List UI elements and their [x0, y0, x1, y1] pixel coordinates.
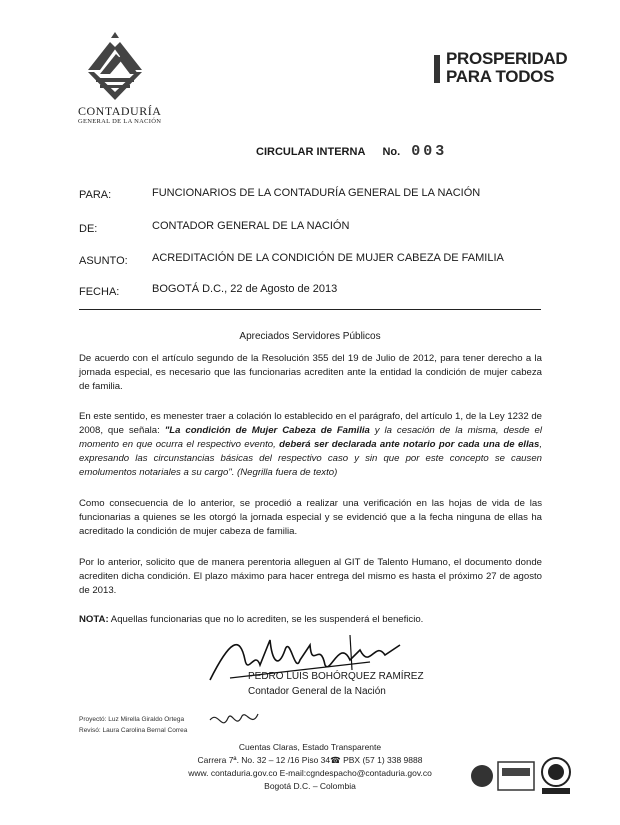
prepared-by: Proyectó: Luz Mirella Giraldo Ortega [79, 716, 185, 723]
initials-scribble-icon [208, 708, 268, 736]
slogan-line-2: PARA TODOS [446, 67, 555, 86]
field-value-para: FUNCIONARIOS DE LA CONTADURÍA GENERAL DE LA NACIÓN [152, 187, 481, 199]
slogan-logo [446, 50, 567, 86]
contaduria-emblem-icon [70, 28, 160, 104]
field-value-asunto: ACREDITACIÓN DE LA CONDICIÓN DE MUJER CABEZA DE FAMILIA [152, 252, 504, 264]
paragraph-2-quote-emphasis: deberá ser declarada ante notario por cada una de ellas [279, 439, 540, 450]
contaduria-logo [70, 28, 170, 109]
field-value-de: CONTADOR GENERAL DE LA NACIÓN [152, 220, 350, 232]
footer-address: Carrera 7ª. No. 32 – 12 /16 Piso 34☎ PBX (57 1) 338 9888 [197, 755, 423, 765]
paragraph-2-quote-end: , expresando las circunstancias básicas del respectivo caso y sin que por este concepto se causen emolumentos notariales a su cargo". (Negrilla fuera de texto) [79, 439, 542, 478]
note [79, 613, 542, 627]
circular-number: 003 [411, 143, 448, 160]
paragraph-2-quote-bold: "La condición de Mujer Cabeza de Familia [164, 425, 370, 436]
org-name: CONTADURÍA [78, 104, 162, 118]
paragraph-3: Como consecuencia de lo anterior, se procedió a realizar una verificación en las hojas de vida de las funcionarias a quienes se les otorgó la jornada especial y se evidenció que a la fecha ninguna de ellas ha acreditado la condición de mujer cabeza de familia. [79, 498, 542, 537]
org-subtitle: GENERAL DE LA NACIÓN [78, 118, 162, 125]
field-label-fecha: FECHA: [79, 286, 120, 298]
paragraph-2-quote: y la cesación de la misma, desde el momento en que ocurra el respectivo evento, [79, 425, 543, 450]
note-label: NOTA: [79, 614, 109, 625]
note-text: Aquellas funcionarias que no lo acrediten, se les suspenderá el beneficio. [108, 614, 424, 625]
paragraph-4: Por lo anterior, solicito que de manera perentoria alleguen al GIT de Talento Humano, el documento donde acrediten dicha condición. El plazo máximo para hacer entrega del mismo es hasta el próximo 27 de agosto de 2013. [79, 557, 542, 596]
field-label-de: DE: [79, 223, 98, 235]
slogan-bar-icon [434, 55, 440, 83]
circular-title [256, 143, 447, 160]
field-label-asunto: ASUNTO: [79, 255, 128, 267]
paragraph-2-intro: En este sentido, es menester traer a colación lo establecido en el parágrafo, del artículo 1, de la Ley 1232 de 2008, que señala: [79, 411, 542, 436]
signatory-name: PEDRO LUIS BOHÓRQUEZ RAMÍREZ [248, 671, 424, 682]
footer-web: www. contaduria.gov.co E-mail:cgndespacho@contaduria.gov.co [188, 768, 432, 778]
signatory-role: Contador General de la Nación [248, 686, 386, 697]
circular-no-label: No. [382, 146, 401, 158]
certification-seals-icon [470, 752, 576, 798]
field-value-fecha: BOGOTÁ D.C., 22 de Agosto de 2013 [152, 283, 338, 295]
paragraph-1: De acuerdo con el artículo segundo de la Resolución 355 del 19 de Julio de 2012, para tener derecho a la jornada especial, es necesario que las funcionarias acrediten ante la entidad la condición de mujer cabeza de familia. [79, 353, 542, 392]
footer-motto: Cuentas Claras, Estado Transparente [238, 742, 382, 752]
slogan-line-1: PROSPERIDAD [446, 49, 568, 68]
header-divider [79, 309, 541, 310]
greeting: Apreciados Servidores Públicos [239, 331, 381, 342]
footer-city: Bogotá D.C. – Colombia [264, 781, 356, 791]
field-label-para: PARA: [79, 189, 112, 201]
paragraph-2 [79, 410, 542, 480]
reviewed-by: Revisó: Laura Carolina Bernal Correa [79, 727, 188, 734]
circular-label: CIRCULAR INTERNA [256, 146, 366, 158]
